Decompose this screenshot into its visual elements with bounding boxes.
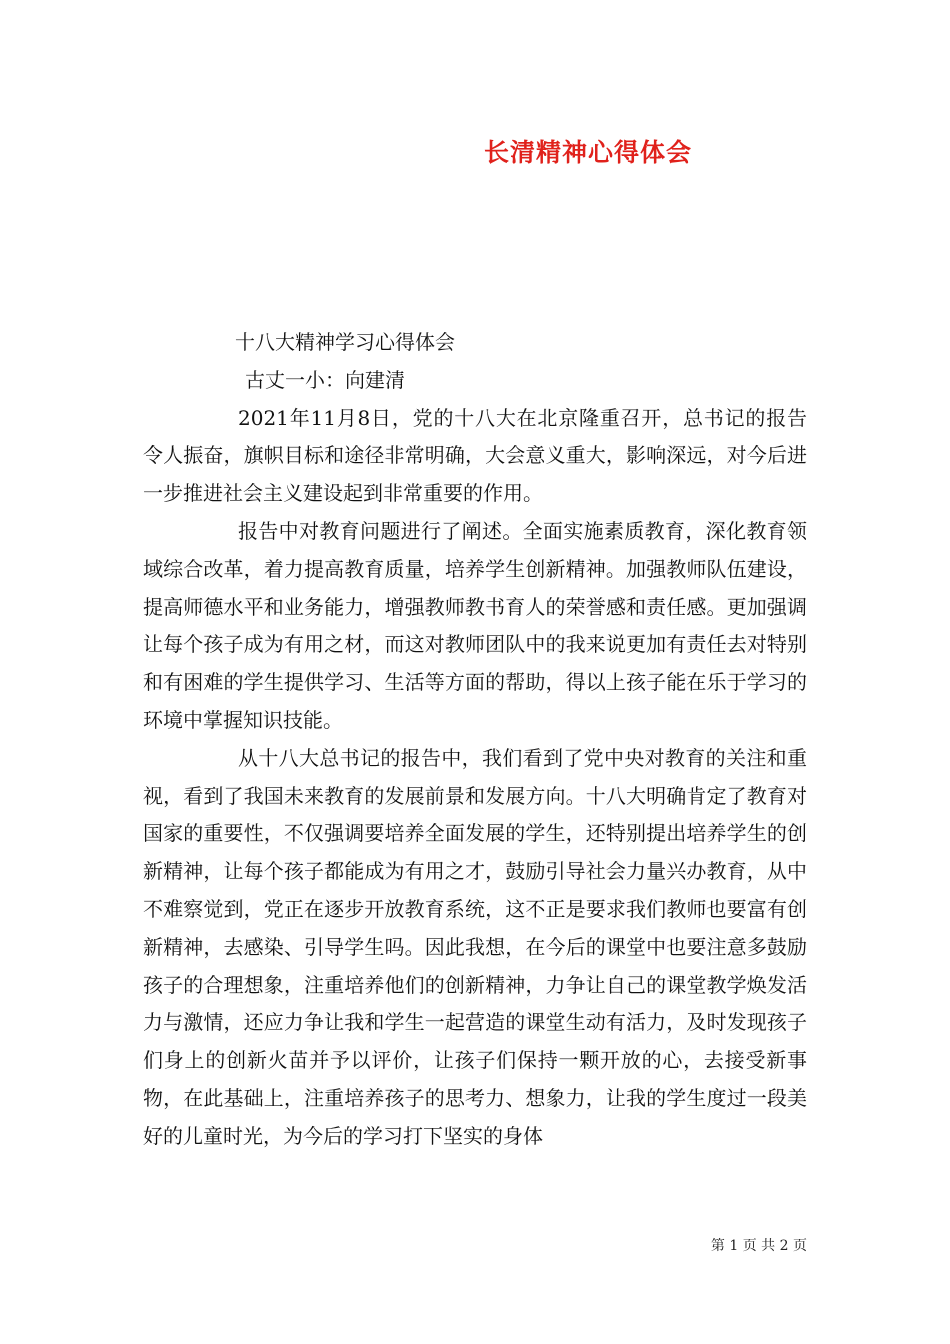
page-footer: 第 1 页 共 2 页 xyxy=(710,1238,807,1254)
paragraph-1: 2021年11月8日，党的十八大在北京隆重召开，总书记的报告令人振奋，旗帜目标和途径非常明确，大会意义重大，影响深远，对今后进一步推进社会主义建设起到非常重要的作用。 xyxy=(143,405,807,506)
document-body xyxy=(143,324,807,1156)
document-author: 古丈一小：向建清 xyxy=(245,367,405,392)
document-title: 长清精神心得体会 xyxy=(483,138,692,167)
paragraph-3: 从十八大总书记的报告中，我们看到了党中央对教育的关注和重视，看到了我国未来教育的发展前景和发展方向。十八大明确肯定了教育对国家的重要性，不仅强调要培养全面发展的学生，还特别提出培养学生的创新精神，让每个孩子都能成为有用之才，鼓励引导社会力量兴办教育，从中不难察觉到，党正在逐步开放教育系统，这不正是要求我们教师也要富有创新精神，去感染、引导学生吗。因此我想，在今后的课堂中也要注意多鼓励孩子的合理想象，注重培养他们的创新精神，力争让自己的课堂教学焕发活力与激情，还应力争让我和学生一起营造的课堂生动有活力，及时发现孩子们身上的创新火苗并予以评价，让孩子们保持一颗开放的心，去接受新事物，在此基础上，注重培养孩子的思考力、想象力，让我的学生度过一段美好的儿童时光，为今后的学习打下坚实的身体 xyxy=(143,745,807,1148)
document-subtitle: 十八大精神学习心得体会 xyxy=(235,330,455,354)
paragraph-2: 报告中对教育问题进行了阐述。全面实施素质教育，深化教育领域综合改革，着力提高教育质量，培养学生创新精神。加强教师队伍建设，提高师德水平和业务能力，增强教师教书育人的荣誉感和责任感。更加强调让每个孩子成为有用之材，而这对教师团队中的我来说更加有责任去对特别和有困难的学生提供学习、生活等方面的帮助，得以上孩子能在乐于学习的环境中掌握知识技能。 xyxy=(143,518,807,732)
